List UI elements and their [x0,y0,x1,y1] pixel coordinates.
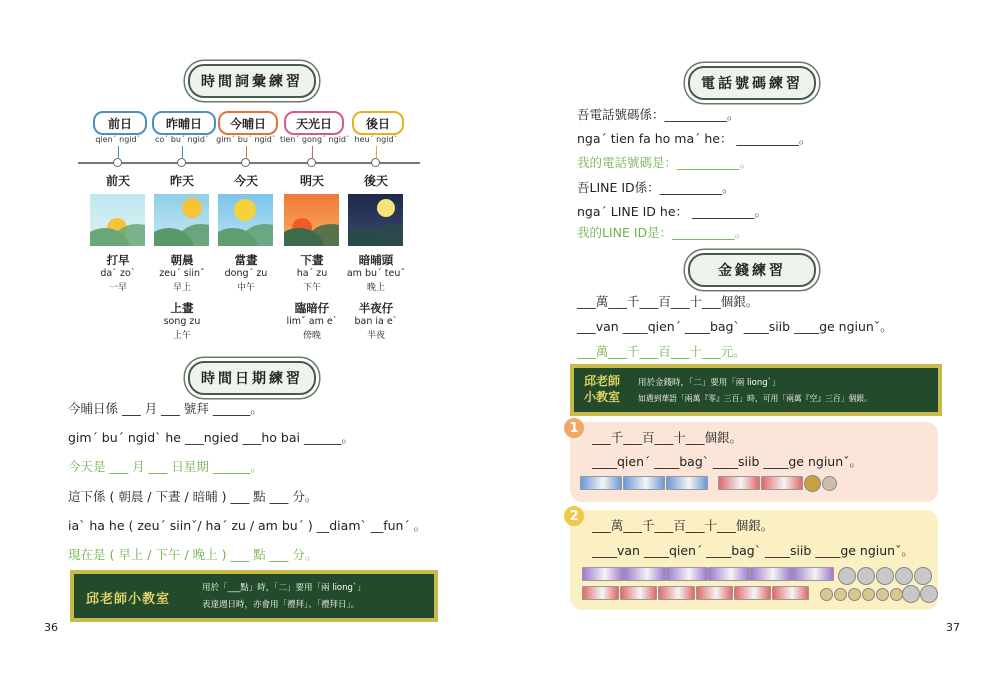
coin-1-icon [820,588,833,601]
coin-10-icon [895,567,913,585]
scene-romanization-alt: limˇ am eˋ [286,316,338,327]
afternoon-scene [284,194,339,246]
scene-mandarin: 中午 [236,283,255,293]
scene-word: 當晝 [234,253,258,267]
scene-word: 朝晨 [170,253,194,267]
scene-word-alt: 臨暗仔 [294,301,330,315]
banknote-100-icon [718,476,760,490]
scene-word-alt: 半夜仔 [358,301,394,315]
sun-icon [234,199,256,221]
timeline-dot [113,158,122,167]
banknote-2000-icon [792,567,834,581]
scene-mandarin-alt: 半夜 [366,331,385,341]
night-scene [348,194,403,246]
banknote-100-icon [696,586,733,600]
section-title-date-practice: 時間日期練習 [188,361,316,395]
coin-10-icon [914,567,932,585]
money-line-mandarin: ___萬___千___百___十___元。 [577,344,746,359]
timeline-mandarin-4: 明天 [299,174,324,188]
banknote-100-icon [620,586,657,600]
time-line-mandarin: 現在是 ( 早上 / 下午 / 晚上 ) ___ 點 ___ 分。 [68,547,318,562]
timeline-romanization-2: coˊ buˊ ngidˋ [155,135,209,144]
coin-10-icon [920,585,938,603]
teacher-tip-line-1: 用於「___點」時，「二」要用「兩 liongˋ」 [202,583,366,593]
scene-romanization: am buˊ teuˇ [346,268,406,279]
exercise-1-number: 1 [564,418,584,438]
scene-caption-3 [211,253,281,295]
banknote-100-icon [658,586,695,600]
scene-word: 暗晡頭 [358,253,394,267]
timeline-mandarin-1: 前天 [105,174,130,188]
banknote-2000-icon [708,567,750,581]
exercise-2-line-hakka: ___萬___千___百___十___個銀。 [592,518,774,533]
right-page [500,0,1000,676]
scene-caption-1 [83,253,153,295]
scene-romanization-alt: song zu [163,316,201,327]
line-id-line-mandarin: 我的LINE ID是：__________。 [577,225,748,240]
banknote-2000-icon [624,567,666,581]
timeline-mandarin-2: 昨天 [169,174,194,188]
timeline-connector [376,146,377,158]
exercise-2-number: 2 [564,506,584,526]
phone-line-romanized: ngaˊ tien fa ho maˊ he： __________。 [577,131,812,146]
banknote-2000-icon [582,567,624,581]
timeline-dot [241,158,250,167]
scene-word: 下晝 [300,253,324,267]
date-line-mandarin: 今天是 ___ 月 ___ 日星期 ______。 [68,459,263,474]
coin-1-icon [848,588,861,601]
dawn-scene [90,194,145,246]
coin-10-icon [857,567,875,585]
timeline-term-4: 天光日 [284,111,344,135]
phone-line-mandarin: 我的電話號碼是：__________。 [577,155,753,170]
hill-shape [176,224,209,246]
timeline-term-1: 前日 [93,111,147,135]
scene-romanization: zeuˊ siinˇ [159,268,205,279]
banknote-1000-icon [580,476,622,490]
timeline-romanization-4: tienˊ gongˊ ngidˋ [280,135,351,144]
coin-10-icon [838,567,856,585]
coin-10-icon [876,567,894,585]
moon-icon [377,199,395,217]
scene-mandarin-alt: 傍晚 [302,331,321,341]
timeline-romanization-1: qienˊ ngidˋ [95,135,141,144]
timeline-connector [182,146,183,158]
teacher-tip-board-money [570,364,942,416]
timeline-connector [118,146,119,158]
teacher-tip-title: 邱老師小教室 [86,592,171,607]
teacher-tip-title-a: 邱老師 [584,374,621,388]
exercise-1-line-hakka: ___千___百___十___個銀。 [592,430,743,445]
teacher-tip-title-b: 小教室 [584,390,621,404]
scene-caption-5 [341,253,411,343]
scene-mandarin: 晚上 [366,283,385,293]
coin-10-icon [822,476,837,491]
noon-scene [218,194,273,246]
banknote-2000-icon [750,567,792,581]
scene-caption-4 [277,253,347,343]
section-title-phone-practice: 電話號碼練習 [688,66,816,100]
page-number: 36 [44,621,58,634]
banknote-1000-icon [666,476,708,490]
banknote-100-icon [772,586,809,600]
coin-1-icon [834,588,847,601]
line-id-line-hakka: 吾LINE ID係：__________。 [577,180,735,195]
timeline-dot [371,158,380,167]
phone-line-hakka: 吾電話號碼係：__________。 [577,107,740,122]
coin-1-icon [862,588,875,601]
teacher-tip-board [70,570,438,622]
exercise-2-line-romanized: ____van ____qienˊ ____bagˋ ____siib ____ge ngiunˇ。 [592,543,914,558]
timeline-term-5: 後日 [352,111,404,135]
scene-romanization: daˋ zoˋ [100,268,136,279]
coin-10-icon [902,585,920,603]
morning-scene [154,194,209,246]
banknote-100-icon [761,476,803,490]
scene-mandarin: 下午 [302,283,321,293]
timeline-mandarin-3: 今天 [233,174,258,188]
timeline-term-2: 昨晡日 [152,111,216,135]
time-line-romanized: iaˋ ha he ( zeuˊ siinˇ/ haˊ zu / am buˊ ) __diamˋ __funˊ 。 [68,518,427,533]
timeline-connector [246,146,247,158]
scene-mandarin: 一早 [108,283,127,293]
teacher-tip-line-2: 表達週日時，亦會用「禮拜」、「禮拜日」。 [202,600,360,610]
hill-shape [240,224,273,246]
page-number: 37 [946,621,960,634]
date-line-hakka: 今晡日係 ___ 月 ___ 號拜 ______。 [68,401,263,416]
coin-1-icon [876,588,889,601]
coin-50-icon [804,475,821,492]
scene-romanization: haˊ zu [296,268,328,279]
timeline-romanization-5: heuˊ ngidˋ [354,135,398,144]
banknote-2000-icon [666,567,708,581]
scene-romanization: dongˊ zu [224,268,268,279]
timeline-term-3: 今晡日 [218,111,278,135]
date-line-romanized: gimˊ buˊ ngidˋ he ___ngied ___ho bai ______。 [68,430,354,445]
banknote-100-icon [582,586,619,600]
section-title-time-vocab: 時間詞彙練習 [188,64,316,98]
time-line-hakka: 這下係 ( 朝晨 / 下晝 / 暗晡 ) ___ 點 ___ 分。 [68,489,318,504]
timeline-dot [307,158,316,167]
section-title-money-practice: 金錢練習 [688,253,816,287]
scene-romanization-alt: ban ia eˋ [354,316,398,327]
money-line-hakka: ___萬___千___百___十___個銀。 [577,294,759,309]
scene-mandarin: 早上 [172,283,191,293]
teacher-tip-money-line-1: 用於金錢時，「二」要用「兩 liongˋ」 [638,378,781,388]
timeline-romanization-3: gimˊ buˊ ngidˋ [216,135,276,144]
scene-word: 打早 [106,253,130,267]
teacher-tip-money-line-2: 如遇到華語「兩萬『零』三百」時，可用「兩萬『空』三百」個銀。 [638,394,872,403]
sun-icon [182,198,202,218]
scene-mandarin-alt: 上午 [172,331,191,341]
hill-shape [370,224,403,246]
scene-caption-2 [147,253,217,343]
timeline-connector [312,146,313,158]
line-id-line-romanized: ngaˊ LINE ID he： __________。 [577,204,767,219]
scene-word-alt: 上晝 [170,301,194,315]
exercise-1-line-romanized: ____qienˊ ____bagˋ ____siib ____ge ngiunˇ。 [592,454,862,469]
money-line-romanized: ___van ____qienˊ ____bagˋ ____siib ____ge ngiunˇ。 [577,319,893,334]
banknote-1000-icon [623,476,665,490]
timeline-mandarin-5: 後天 [363,174,388,188]
banknote-100-icon [734,586,771,600]
timeline-dot [177,158,186,167]
